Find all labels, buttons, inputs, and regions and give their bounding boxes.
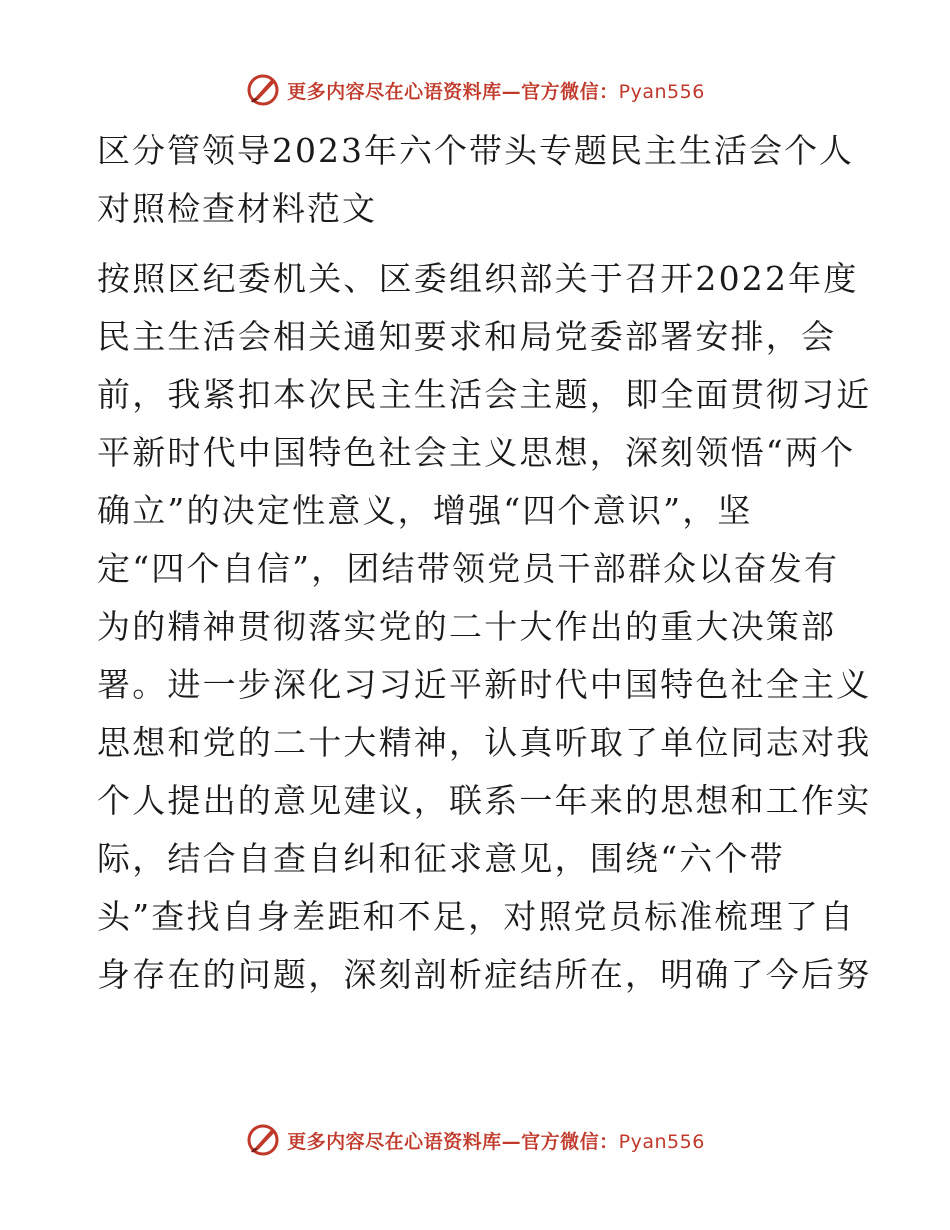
- brush-logo-icon: [245, 72, 281, 108]
- body-line: 按照区纪委机关、区委组织部关于召开2022年度: [97, 259, 859, 298]
- body-line: 署。进一步深化习习近平新时代中国特色社全主义: [97, 665, 872, 704]
- body-line: 民主生活会相关通知要求和局党委部署安排，会: [97, 317, 837, 356]
- title-line: 区分管领导2023年六个带头专题民主生活会个人: [97, 131, 854, 170]
- document-title: [97, 122, 857, 238]
- body-line: 为的精神贯彻落实党的二十大作出的重大决策部: [97, 607, 837, 646]
- body-line: 个人提出的意见建议，联系一年来的思想和工作实: [97, 781, 872, 820]
- body-line: 前，我紧扣本次民主生活会主题，即全面贯彻习近: [97, 375, 872, 414]
- watermark-text: 更多内容尽在心语资料库—官方微信：Pyan556: [287, 1130, 705, 1153]
- body-line: 确立”的决定性意义，增强“四个意识”，坚: [97, 491, 753, 530]
- body-line: 平新时代中国特色社会主义思想，深刻领悟“两个: [97, 433, 856, 472]
- body-line: 思想和党的二十大精神，认真听取了单位同志对我: [97, 723, 872, 762]
- body-line: 头”查找自身差距和不足，对照党员标准梳理了自: [97, 897, 856, 936]
- document-body-paragraph: [97, 250, 872, 1004]
- title-line: 对照检查材料范文: [97, 189, 377, 228]
- brush-logo-icon: [245, 1122, 281, 1158]
- body-line: 身存在的问题，深刻剖析症结所在，明确了今后努: [97, 955, 872, 994]
- watermark-text: 更多内容尽在心语资料库—官方微信：Pyan556: [287, 80, 705, 103]
- body-line: 定“四个自信”，团结带领党员干部群众以奋发有: [97, 549, 840, 588]
- body-line: 际，结合自查自纠和征求意见，围绕“六个带: [97, 839, 785, 878]
- header-watermark-banner: [0, 70, 950, 110]
- footer-watermark-banner: [0, 1120, 950, 1160]
